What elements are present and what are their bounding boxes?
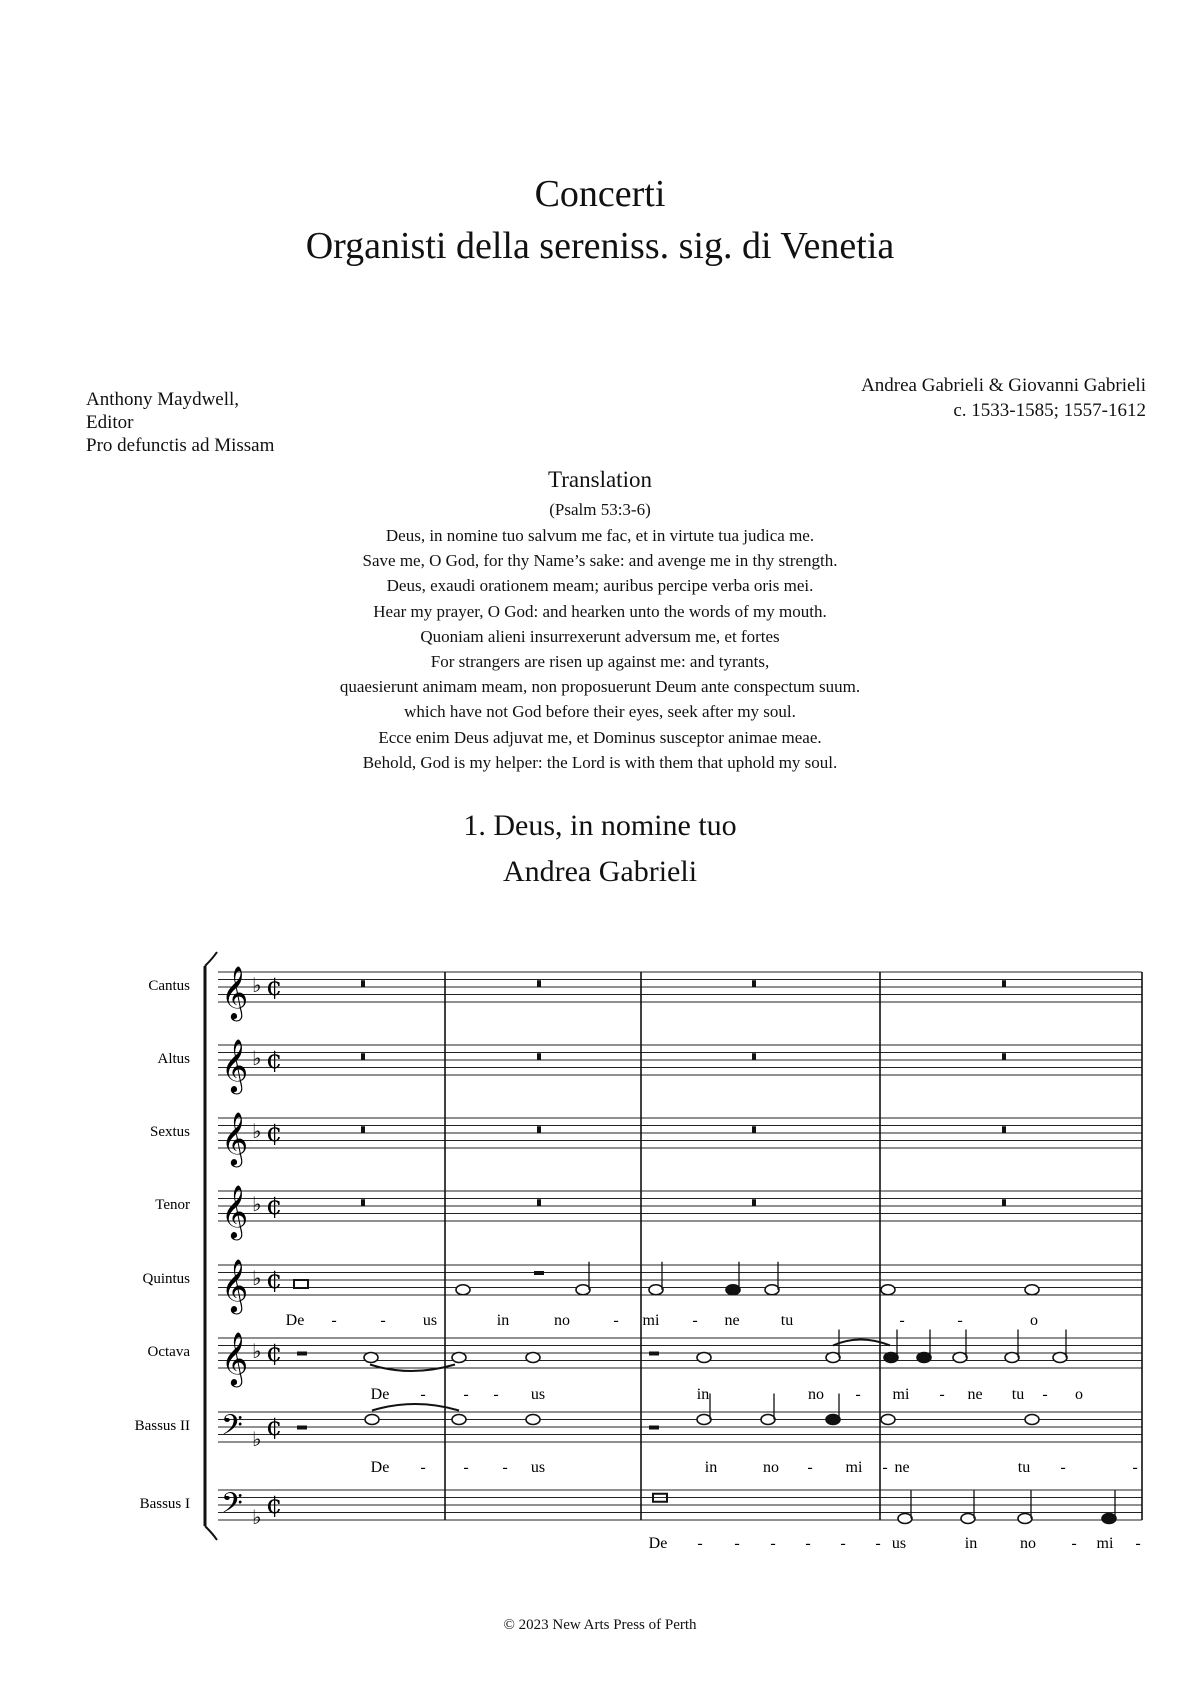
translation-line: For strangers are risen up against me: and tyrants, xyxy=(430,652,770,672)
lyric-hyphen: - xyxy=(331,1312,337,1329)
lyric-hyphen: - xyxy=(807,1459,813,1476)
lyric-hyphen: - xyxy=(855,1386,861,1403)
page-title: Concerti xyxy=(534,173,666,215)
lyric-syllable: us xyxy=(422,1312,438,1329)
lyric-syllable: mi xyxy=(1096,1535,1114,1552)
rest xyxy=(752,1199,756,1206)
lyric-syllable: mi xyxy=(892,1386,910,1403)
lyric-syllable: tu xyxy=(1017,1459,1031,1476)
translation-reference: (Psalm 53:3-6) xyxy=(549,500,651,519)
voice-label: Altus xyxy=(157,1051,190,1067)
rest xyxy=(361,1126,365,1133)
lyric-syllable: no xyxy=(808,1386,824,1403)
piece-title: 1. Deus, in nomine tuo xyxy=(463,809,737,842)
tie xyxy=(833,1340,890,1346)
flat-icon: ♭ xyxy=(252,1046,262,1070)
lyric-hyphen: - xyxy=(1060,1459,1066,1476)
lyric-hyphen: - xyxy=(420,1459,426,1476)
rest xyxy=(297,1352,307,1356)
lyric-hyphen: - xyxy=(805,1535,811,1552)
breve-note xyxy=(294,1280,308,1288)
rest xyxy=(361,980,365,987)
note-head xyxy=(1005,1353,1019,1363)
lyric-syllable: ne xyxy=(724,1312,740,1329)
note-head xyxy=(726,1285,740,1295)
lyric-hyphen: - xyxy=(875,1535,881,1552)
lyric-hyphen: - xyxy=(493,1386,499,1403)
rest xyxy=(534,1271,544,1275)
rest xyxy=(1002,1053,1006,1060)
lyric-syllable: tu xyxy=(780,1312,794,1329)
lyric-hyphen: - xyxy=(734,1535,740,1552)
rest xyxy=(752,1053,756,1060)
rest xyxy=(752,980,756,987)
flat-icon: ♭ xyxy=(252,1505,262,1529)
voice-label: Bassus II xyxy=(134,1418,190,1434)
lyric-syllable: no xyxy=(763,1459,779,1476)
treble-clef-icon: 𝄞 xyxy=(221,1184,249,1238)
staff-altus xyxy=(157,1038,1142,1118)
rest xyxy=(361,1199,365,1206)
cut-time-icon: ¢ xyxy=(266,1265,283,1295)
lyric-syllable: no xyxy=(554,1312,570,1329)
lyric-syllable: De xyxy=(370,1386,390,1403)
note-head xyxy=(649,1285,663,1295)
cut-time-icon: ¢ xyxy=(266,1490,283,1520)
lyric-hyphen: - xyxy=(899,1312,905,1329)
lyric-hyphen: - xyxy=(957,1312,963,1329)
note-head xyxy=(953,1353,967,1363)
note-head xyxy=(526,1353,540,1363)
note-head xyxy=(917,1353,931,1363)
staff-tenor xyxy=(155,1184,1142,1265)
voice-label: Quintus xyxy=(142,1271,190,1287)
voice-label: Sextus xyxy=(149,1124,190,1140)
editor-role: Editor xyxy=(86,412,134,433)
note-head xyxy=(1053,1353,1067,1363)
editor-occasion: Pro defunctis ad Missam xyxy=(86,435,275,456)
cut-time-icon: ¢ xyxy=(266,1338,283,1368)
staff-octava xyxy=(148,1331,1142,1412)
note-head xyxy=(1025,1415,1039,1425)
cut-time-icon: ¢ xyxy=(266,972,283,1002)
note-head xyxy=(364,1353,378,1363)
lyric-hyphen: - xyxy=(463,1386,469,1403)
lyric-syllable: us xyxy=(530,1459,546,1476)
rest xyxy=(752,1126,756,1133)
note-head xyxy=(884,1353,898,1363)
note-head xyxy=(765,1285,779,1295)
rest xyxy=(297,1426,307,1430)
lyric-syllable: o xyxy=(1075,1386,1083,1403)
lyric-hyphen: - xyxy=(1135,1535,1141,1552)
rest xyxy=(1002,1199,1006,1206)
piece-composer: Andrea Gabrieli xyxy=(502,855,698,888)
bass-clef-icon: 𝄢 xyxy=(221,1409,243,1449)
translation-line: Hear my prayer, O God: and hearken unto the words of my mouth. xyxy=(373,601,827,621)
voice-label: Cantus xyxy=(148,978,190,994)
rest xyxy=(361,1053,365,1060)
flat-icon: ♭ xyxy=(252,1192,262,1216)
cut-time-icon: ¢ xyxy=(266,1045,283,1075)
flat-icon: ♭ xyxy=(252,1266,262,1290)
rest xyxy=(537,1126,541,1133)
note-head xyxy=(365,1415,379,1425)
rest xyxy=(537,980,541,987)
rest xyxy=(537,1053,541,1060)
lyric-hyphen: - xyxy=(770,1535,776,1552)
editor-name: Anthony Maydwell, xyxy=(86,389,240,410)
lyric-syllable: in xyxy=(704,1459,718,1476)
rest xyxy=(537,1199,541,1206)
note-head xyxy=(456,1285,470,1295)
flat-icon: ♭ xyxy=(252,1119,262,1143)
tie xyxy=(372,1404,459,1411)
copyright: © 2023 New Arts Press of Perth xyxy=(503,1617,697,1633)
note-head xyxy=(898,1514,912,1524)
lyric-hyphen: - xyxy=(697,1535,703,1552)
rest xyxy=(649,1426,659,1430)
lyric-hyphen: - xyxy=(692,1312,698,1329)
note-head xyxy=(826,1415,840,1425)
translation-line: Save me, O God, for thy Name’s sake: and avenge me in thy strength. xyxy=(362,551,838,571)
lyric-hyphen: - xyxy=(502,1459,508,1476)
lyric-syllable: De xyxy=(285,1312,305,1329)
lyric-syllable: in xyxy=(964,1535,978,1552)
lyric-hyphen: - xyxy=(1071,1535,1077,1552)
lyric-hyphen: - xyxy=(463,1459,469,1476)
translation-line: Deus, exaudi orationem meam; auribus percipe verba oris mei. xyxy=(386,576,814,596)
bracket-hook-top xyxy=(205,952,217,966)
cut-time-icon: ¢ xyxy=(266,1191,283,1221)
translation-heading: Translation xyxy=(548,467,652,492)
lyric-syllable: ne xyxy=(967,1386,983,1403)
note-head xyxy=(761,1415,775,1425)
note-head xyxy=(1102,1514,1116,1524)
voice-label: Bassus I xyxy=(139,1496,190,1512)
staff-cantus xyxy=(148,965,1142,1045)
translation-line: quaesierunt animam meam, non proposuerunt Deum ante conspectum suum. xyxy=(339,677,861,697)
note-head xyxy=(1025,1285,1039,1295)
note-head xyxy=(576,1285,590,1295)
lyric-syllable: us xyxy=(891,1535,907,1552)
lyric-syllable: in xyxy=(696,1386,710,1403)
translation-line: Ecce enim Deus adjuvat me, et Dominus susceptor animae meae. xyxy=(378,727,822,747)
lyric-syllable: De xyxy=(648,1535,668,1552)
bracket-hook-bottom xyxy=(205,1526,217,1540)
lyric-hyphen: - xyxy=(420,1386,426,1403)
staff-bassus-ii xyxy=(135,1409,1142,1490)
rest xyxy=(1002,1126,1006,1133)
staff-quintus xyxy=(142,1258,1142,1338)
translation-line: Deus, in nomine tuo salvum me fac, et in virtute tua judica me. xyxy=(385,526,815,545)
translation-line: Behold, God is my helper: the Lord is with them that uphold my soul. xyxy=(362,752,838,772)
composer-names: Andrea Gabrieli & Giovanni Gabrieli xyxy=(861,375,1146,396)
flat-icon: ♭ xyxy=(252,973,262,997)
lyric-syllable: in xyxy=(496,1312,510,1329)
note-head xyxy=(526,1415,540,1425)
rest xyxy=(649,1352,659,1356)
lyric-syllable: o xyxy=(1030,1312,1038,1329)
lyric-syllable: no xyxy=(1020,1535,1036,1552)
flat-icon: ♭ xyxy=(252,1339,262,1363)
lyric-syllable: De xyxy=(370,1459,390,1476)
lyric-syllable: ne xyxy=(894,1459,910,1476)
treble-clef-icon: 𝄞 xyxy=(221,1258,249,1312)
treble-clef-icon: 𝄞 xyxy=(221,1331,249,1385)
voice-label: Tenor xyxy=(155,1197,190,1213)
lyric-syllable: us xyxy=(530,1386,546,1403)
bass-clef-icon: 𝄢 xyxy=(221,1487,243,1527)
note-head xyxy=(452,1415,466,1425)
lyric-syllable: mi xyxy=(642,1312,660,1329)
note-head xyxy=(452,1353,466,1363)
treble-clef-icon: 𝄞 xyxy=(221,1111,249,1165)
composer-dates: c. 1533-1585; 1557-1612 xyxy=(953,400,1146,421)
lyric-hyphen: - xyxy=(840,1535,846,1552)
translation-line: Quoniam alieni insurrexerunt adversum me, et fortes xyxy=(420,626,780,646)
cut-time-icon: ¢ xyxy=(266,1412,283,1442)
note-head xyxy=(697,1353,711,1363)
translation-line: which have not God before their eyes, seek after my soul. xyxy=(404,702,796,722)
rest xyxy=(1002,980,1006,987)
lyric-hyphen: - xyxy=(1132,1459,1138,1476)
note-head xyxy=(881,1415,895,1425)
treble-clef-icon: 𝄞 xyxy=(221,965,249,1019)
note-head xyxy=(961,1514,975,1524)
treble-clef-icon: 𝄞 xyxy=(221,1038,249,1092)
lyric-hyphen: - xyxy=(882,1459,888,1476)
flat-icon: ♭ xyxy=(252,1427,262,1451)
lyric-hyphen: - xyxy=(613,1312,619,1329)
lyric-hyphen: - xyxy=(380,1312,386,1329)
staff-bassus-i xyxy=(140,1487,1142,1552)
note-head xyxy=(881,1285,895,1295)
cut-time-icon: ¢ xyxy=(266,1118,283,1148)
lyric-syllable: tu xyxy=(1011,1386,1025,1403)
lyric-hyphen: - xyxy=(1042,1386,1048,1403)
lyric-hyphen: - xyxy=(939,1386,945,1403)
page-subtitle: Organisti della sereniss. sig. di Venetia xyxy=(305,225,895,267)
note-head xyxy=(697,1415,711,1425)
lyric-syllable: mi xyxy=(845,1459,863,1476)
staff-sextus xyxy=(150,1111,1142,1191)
note-head xyxy=(826,1353,840,1363)
note-head xyxy=(1018,1514,1032,1524)
voice-label: Octava xyxy=(147,1344,190,1360)
